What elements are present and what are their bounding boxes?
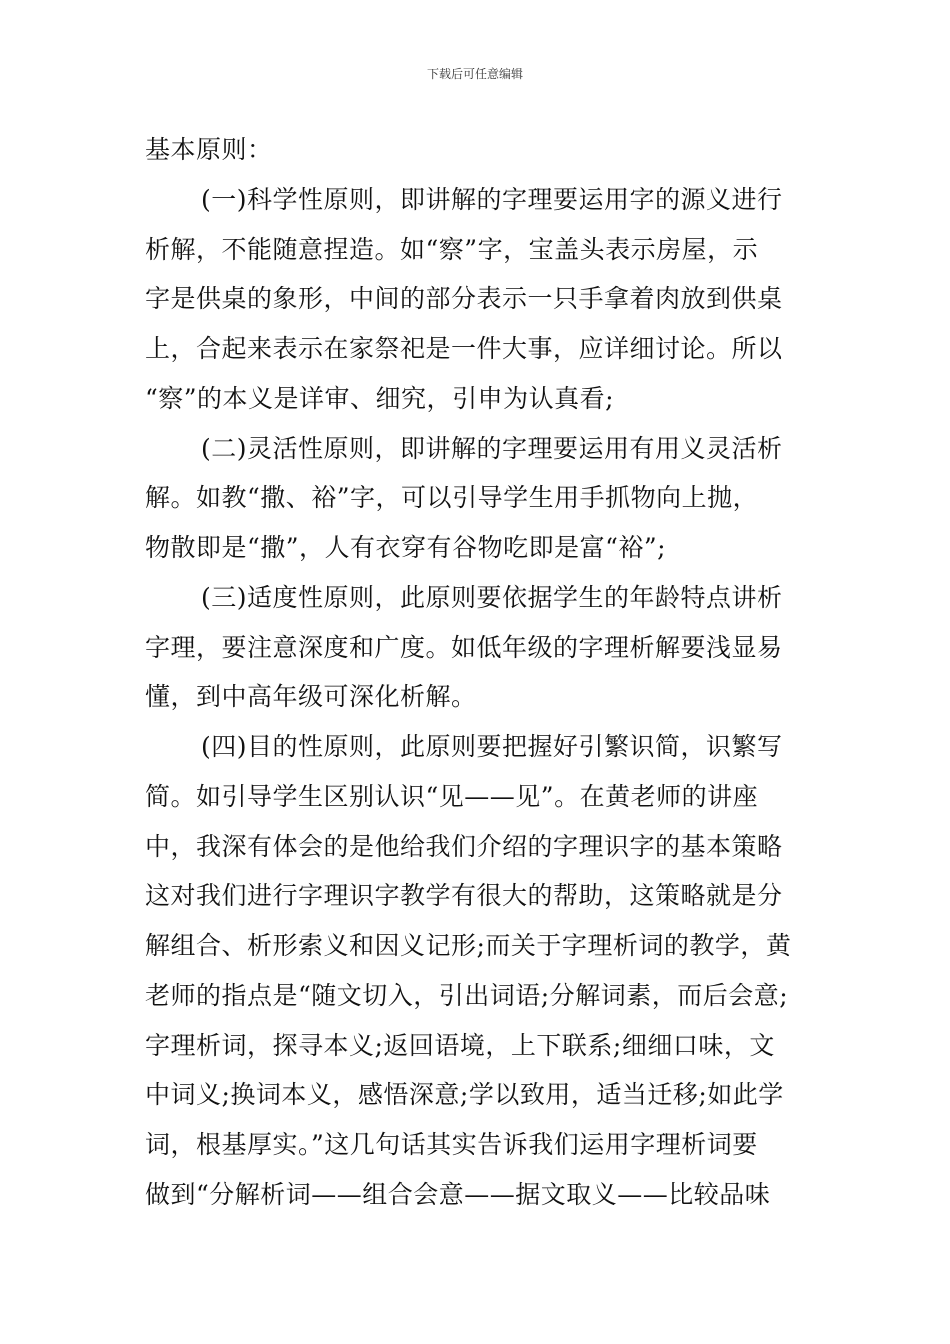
text-line: 解组合、析形索义和因义记形;而关于字理析词的教学，黄 bbox=[145, 931, 792, 960]
page-header: 下载后可任意编辑 bbox=[426, 67, 523, 81]
text-line: (三)适度性原则，此原则要依据学生的年龄特点讲析 bbox=[201, 582, 783, 612]
text-line: 基本原则： bbox=[145, 135, 273, 164]
text-line: 字理，要注意深度和广度。如低年级的字理析解要浅显易 bbox=[145, 632, 783, 662]
text-line: 懂，到中高年级可深化析解。 bbox=[145, 682, 477, 712]
text-line: 字理析词，探寻本义;返回语境，上下联系;细细口味，文 bbox=[145, 1030, 775, 1060]
text-line: 中词义;换词本义，感悟深意;学以致用，适当迁移;如此学 bbox=[145, 1080, 784, 1110]
text-line: 中，我深有体会的是他给我们介绍的字理识字的基本策略 bbox=[145, 831, 783, 861]
text-line: 解。如教“撒、裕”字，可以引导学生用手抓物向上抛， bbox=[145, 483, 759, 513]
text-line: “察”的本义是详审、细究，引申为认真看; bbox=[145, 383, 614, 413]
text-line: (一)科学性原则，即讲解的字理要运用字的源义进行 bbox=[201, 184, 783, 214]
text-line: 字是供桌的象形，中间的部分表示一只手拿着肉放到供桌 bbox=[145, 284, 783, 314]
text-line: (四)目的性原则，此原则要把握好引繁识简，识繁写 bbox=[201, 732, 783, 761]
text-line: 上，合起来表示在家祭祀是一件大事，应详细讨论。所以 bbox=[145, 334, 783, 363]
text-line: (二)灵活性原则，即讲解的字理要运用有用义灵活析 bbox=[201, 433, 783, 463]
text-line: 词，根基厚实。”这几句话其实告诉我们运用字理析词要 bbox=[145, 1130, 758, 1159]
text-line: 物散即是“撒”，人有衣穿有谷物吃即是富“裕”; bbox=[145, 533, 667, 562]
text-line: 做到“分解析词——组合会意——据文取义——比较品味 bbox=[145, 1179, 771, 1209]
text-line: 简。如引导学生区别认识“见——见”。在黄老师的讲座 bbox=[145, 781, 759, 811]
text-line: 析解，不能随意捏造。如“察”字，宝盖头表示房屋，示 bbox=[145, 234, 759, 264]
text-line: 这对我们进行字理识字教学有很大的帮助，这策略就是分 bbox=[145, 881, 783, 911]
text-line: 老师的指点是“随文切入，引出词语;分解词素，而后会意; bbox=[145, 980, 789, 1010]
document-body bbox=[145, 125, 810, 1220]
